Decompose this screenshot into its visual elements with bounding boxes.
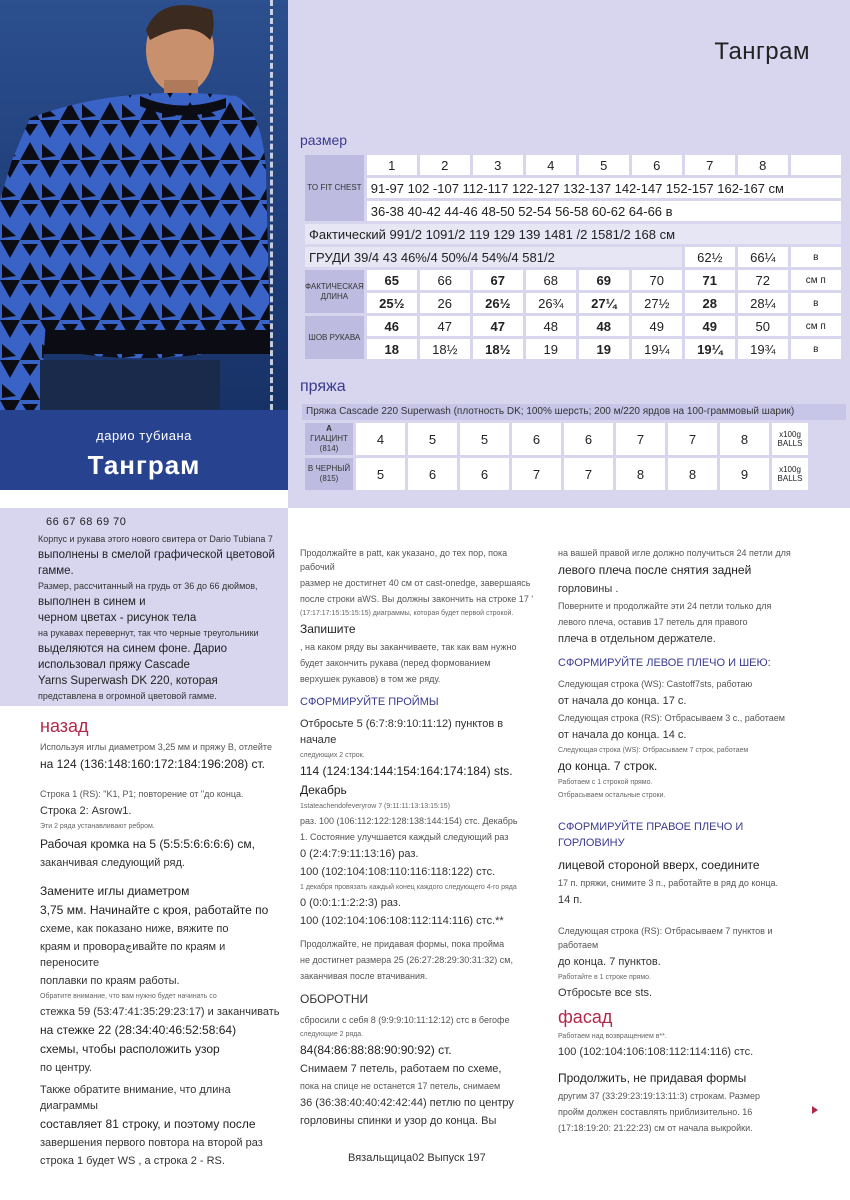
sleeve-in-2: 18½ bbox=[420, 339, 470, 359]
yarn-a-6: 7 bbox=[616, 423, 665, 455]
text-line: следующие 2 ряда. bbox=[300, 1031, 364, 1038]
sleeve-cm-5: 48 bbox=[579, 316, 629, 336]
yarn-b-2: 6 bbox=[408, 458, 457, 490]
text-line: Отбрасываем остальные строки. bbox=[558, 792, 666, 799]
text-line: 3,75 мм. Начинайте с кроя, работайте по bbox=[40, 903, 269, 917]
sleeve-cm-unit: см п bbox=[791, 316, 841, 336]
text-line: 100 (102:104:106:108:112:114:116) стс.** bbox=[300, 915, 504, 927]
yarn-row-b bbox=[305, 458, 808, 490]
length-cm-3: 67 bbox=[473, 270, 523, 290]
size-heading: размер bbox=[300, 132, 348, 148]
text-line: Строка 2: Asrow1. bbox=[40, 805, 132, 817]
column-shoulders bbox=[558, 546, 798, 1137]
text-line: Следующая строка (RS): Отбрасываем 7 пунктов и работаем bbox=[558, 926, 773, 950]
text-line: пройм должен составлять приблизительно. 16 bbox=[558, 1107, 753, 1117]
size-5: 5 bbox=[579, 155, 629, 175]
length-in-2: 26 bbox=[420, 293, 470, 313]
text-line: Продолжайте, не придавая формы, пока пройма bbox=[300, 939, 505, 949]
text-line: (17:18:19:20: 21:22:23) см от начала выкройки. bbox=[558, 1123, 753, 1133]
intro-line: выполнены в смелой графической цветовой гамме. bbox=[38, 549, 275, 577]
actual-in-7: 62½ bbox=[685, 247, 735, 267]
text-line: от начала до конца. 17 с. bbox=[558, 695, 687, 707]
yarn-b-3: 6 bbox=[460, 458, 509, 490]
text-line: заканчивая после втачивания. bbox=[300, 971, 428, 981]
text-line: не достигнет размера 25 (26:27:28:29:30:31:32) см, bbox=[300, 955, 513, 965]
text-line: на 124 (136:148:160:172:184:196:208) ст. bbox=[40, 757, 265, 771]
text-line: верхушек рукавов) в том же ряду. bbox=[300, 674, 441, 684]
yarn-row-a bbox=[305, 423, 808, 455]
designer-name: дарио тубиана bbox=[96, 428, 192, 443]
text-line: левого плеча после снятия задней bbox=[558, 563, 752, 577]
to-fit-chest-label: TO FIT CHEST bbox=[305, 155, 364, 221]
text-line: горловины спинки и узор до конца. Вы bbox=[300, 1115, 497, 1127]
text-line: Следующая строка (RS): Отбрасываем 3 с., работаем bbox=[558, 713, 785, 723]
length-label: ФАКТИЧЕСКАЯ ДЛИНА bbox=[305, 270, 364, 313]
text-line: пока на спице не останется 17 петель, снимаем bbox=[300, 1081, 501, 1091]
text-line: на вашей правой игле должно получиться 24 петли для bbox=[558, 548, 791, 558]
chest-in-row bbox=[305, 201, 841, 221]
intro-line: Корпус и рукава этого нового свитера от Dario Tubiana 7 bbox=[38, 534, 273, 544]
text-line: 1stateachendofeveryrow 7 (9:11:11:13:13:15:15) bbox=[300, 803, 450, 810]
text-line: 0 (2:4:7:9:11:13:16) раз. bbox=[300, 848, 419, 860]
length-cm-8: 72 bbox=[738, 270, 788, 290]
sleeve-cm-2: 47 bbox=[420, 316, 470, 336]
actual-chest-in: ГРУДИ 39/4 43 46%/4 50%/4 54%/4 581/2 bbox=[305, 247, 682, 267]
sleeve-cm-3: 47 bbox=[473, 316, 523, 336]
text-line: размер не достигнет 40 см от cast-onedge, завершаясь bbox=[300, 578, 531, 588]
text-line: Отбросьте все sts. bbox=[558, 987, 653, 999]
text-line: Используя иглы диаметром 3,25 мм и пряжу B, отлейте bbox=[40, 742, 272, 752]
sleeve-in-1: 18 bbox=[367, 339, 417, 359]
back-heading: назад bbox=[40, 716, 89, 736]
length-cm-row bbox=[305, 270, 841, 290]
intro-line: Размер, рассчитанный на грудь от 36 до 66 дюймов, bbox=[38, 581, 258, 591]
sweater-illustration bbox=[0, 0, 288, 410]
text-line: Работаем с 1 строкой прямо. bbox=[558, 779, 653, 786]
length-cm-6: 70 bbox=[632, 270, 682, 290]
length-in-1: 25½ bbox=[367, 293, 417, 313]
intro-line: на рукавах перевернут, так что черные треугольники bbox=[38, 628, 259, 638]
yarn-a-1: 4 bbox=[356, 423, 405, 455]
text-line: Работаем над возвращением в**. bbox=[558, 1033, 667, 1040]
yarn-note: Пряжа Cascade 220 Superwash (плотность DK; 100% шерсть; 200 м/220 ярдов на 100-граммовый шарик) bbox=[302, 404, 846, 420]
actual-in-unit: в bbox=[791, 247, 841, 267]
shoulders-heading: ОБОРОТНИ bbox=[300, 992, 369, 1006]
text-line: схемы, чтобы расположить узор bbox=[40, 1042, 220, 1056]
yarn-a-3: 5 bbox=[460, 423, 509, 455]
text-line: на стежке 22 (28:34:40:46:52:58:64) bbox=[40, 1023, 237, 1037]
text-line: 1. Состояние улучшается каждый следующий раз bbox=[300, 832, 509, 842]
yarn-heading: пряжа bbox=[300, 378, 346, 395]
actual-in-row bbox=[305, 247, 841, 267]
text-line: схеме, как показано ниже, вяжите по bbox=[40, 923, 229, 935]
actual-in-8: 66¼ bbox=[738, 247, 788, 267]
text-line: Следующая строка (WS): Castoff7sts, работаю bbox=[558, 679, 753, 689]
length-in-5: 27¼ bbox=[579, 293, 629, 313]
text-line: Эти 2 ряда устанавливают ребром. bbox=[40, 823, 155, 830]
yarn-b-4: 7 bbox=[512, 458, 561, 490]
text-line: , на каком ряду вы заканчиваете, так как вам нужно bbox=[300, 642, 517, 652]
sleeve-cm-6: 49 bbox=[632, 316, 682, 336]
size-empty bbox=[791, 155, 841, 175]
text-line: краям и провораچивайте по краям и переносите bbox=[40, 941, 226, 969]
text-line: поплавки по краям работы. bbox=[40, 975, 180, 987]
spec-panel bbox=[288, 0, 850, 508]
text-line: Также обратите внимание, что длина диаграммы bbox=[40, 1084, 231, 1112]
text-line: Запишите bbox=[300, 622, 356, 636]
yarn-table bbox=[302, 420, 811, 493]
text-line: левого плеча, оставив 17 петель для правого bbox=[558, 617, 748, 627]
intro-line: выполнен в синем и bbox=[38, 596, 146, 608]
text-line: Обратите внимание, что вам нужно будет начинать со bbox=[40, 993, 217, 1000]
text-line: по центру. bbox=[40, 1062, 92, 1074]
yarn-a-4: 6 bbox=[512, 423, 561, 455]
length-in-6: 27½ bbox=[632, 293, 682, 313]
size-table bbox=[302, 152, 844, 362]
text-line: 36 (36:38:40:40:42:42:44) петлю по центру bbox=[300, 1097, 514, 1109]
front-heading: фасад bbox=[558, 1007, 613, 1027]
yarn-a-5: 6 bbox=[564, 423, 613, 455]
length-cm-5: 69 bbox=[579, 270, 629, 290]
length-in-7: 28 bbox=[685, 293, 735, 313]
text-line: заканчивая следующий ряд. bbox=[40, 857, 185, 869]
intro-sizes: 66 67 68 69 70 bbox=[46, 516, 127, 528]
text-line: Работайте в 1 строке прямо. bbox=[558, 974, 651, 981]
sleeve-in-row bbox=[305, 339, 841, 359]
text-line: 1 декабря провязать каждый конец каждого следующего 4-го ряда bbox=[300, 884, 517, 891]
text-line: от начала до конца. 14 с. bbox=[558, 729, 687, 741]
yarn-b-label: B ЧЕРНЫЙ (815) bbox=[305, 458, 353, 490]
text-line: 114 (124:134:144:154:164:174:184) sts. bbox=[300, 764, 513, 778]
text-line: сбросили с себя 8 (9:9:9:10:11:12:12) стс в бегофе bbox=[300, 1015, 510, 1025]
stitch-border bbox=[270, 0, 288, 410]
text-line: Продолжайте в patt, как указано, до тех пор, пока рабочий bbox=[300, 548, 508, 572]
text-line: Отбросьте 5 (6:7:8:9:10:11:12) пунктов в начале bbox=[300, 718, 504, 746]
length-cm-1: 65 bbox=[367, 270, 417, 290]
actual-chest-cm: Фактический 991/2 1091/2 119 129 139 1481 /2 1581/2 168 см bbox=[305, 224, 841, 244]
model-photo bbox=[0, 0, 288, 410]
text-line: 0 (0:0:1:1:2:2:3) раз. bbox=[300, 897, 401, 909]
size-3: 3 bbox=[473, 155, 523, 175]
left-shoulder-heading: СФОРМИРУЙТЕ ЛЕВОЕ ПЛЕЧО И ШЕЮ: bbox=[558, 657, 771, 669]
text-line: 17 п. пряжи, снимите 3 п., работайте в ряд до конца. bbox=[558, 878, 779, 888]
text-line: составляет 81 строку, и поэтому после bbox=[40, 1117, 256, 1131]
sleeve-cm-row bbox=[305, 316, 841, 336]
yarn-a-8: 8 bbox=[720, 423, 769, 455]
yarn-a-7: 7 bbox=[668, 423, 717, 455]
text-line: раз. 100 (106:112:122:128:138:144:154) стс. Декабрь bbox=[300, 816, 518, 826]
continue-arrow-icon bbox=[812, 1106, 818, 1114]
actual-cm-row bbox=[305, 224, 841, 244]
size-row-numbers bbox=[305, 155, 841, 175]
sleeve-in-7: 19¼ bbox=[685, 339, 735, 359]
size-4: 4 bbox=[526, 155, 576, 175]
length-in-8: 28¼ bbox=[738, 293, 788, 313]
intro-box bbox=[0, 508, 288, 706]
header-logo: Танграм bbox=[714, 38, 810, 65]
text-line: Рабочая кромка на 5 (5:5:5:6:6:6:6) см, bbox=[40, 837, 255, 851]
sleeve-cm-4: 48 bbox=[526, 316, 576, 336]
text-line: до конца. 7 строк. bbox=[558, 759, 658, 773]
size-8: 8 bbox=[738, 155, 788, 175]
text-line: строка 1 будет WS , а строка 2 - RS. bbox=[40, 1155, 225, 1167]
text-line: следующих 2 строк. bbox=[300, 752, 365, 759]
sleeve-in-4: 19 bbox=[526, 339, 576, 359]
brand-logo: Танграм bbox=[87, 450, 201, 480]
sleeve-in-unit: в bbox=[791, 339, 841, 359]
text-line: будет закончить рукава (перед формованием bbox=[300, 658, 491, 668]
intro-line: представлена в огромной цветовой гамме. bbox=[38, 691, 217, 701]
text-line: 100 (102:104:106:108:112:114:116) стс. bbox=[558, 1046, 754, 1058]
text-line: Продолжить, не придавая формы bbox=[558, 1071, 747, 1085]
chest-in: 36-38 40-42 44-46 48-50 52-54 56-58 60-62 64-66 в bbox=[367, 201, 841, 221]
length-in-4: 26¾ bbox=[526, 293, 576, 313]
length-in-unit: в bbox=[791, 293, 841, 313]
column-back bbox=[40, 716, 286, 1171]
sleeve-cm-7: 49 bbox=[685, 316, 735, 336]
text-line: Декабрь bbox=[300, 783, 347, 797]
yarn-b-8: 9 bbox=[720, 458, 769, 490]
size-1: 1 bbox=[367, 155, 417, 175]
intro-line: Yarns Superwash DK 220, которая bbox=[38, 675, 218, 687]
sleeve-label: ШОВ РУКАВА bbox=[305, 316, 364, 359]
text-line: завершения первого повтора на второй раз bbox=[40, 1137, 263, 1149]
yarn-b-1: 5 bbox=[356, 458, 405, 490]
sleeve-cm-8: 50 bbox=[738, 316, 788, 336]
text-line: (17:17:17:15:15:15:15) диаграммы, которая будет первой строкой. bbox=[300, 610, 514, 617]
text-line: до конца. 7 пунктов. bbox=[558, 956, 661, 968]
length-cm-4: 68 bbox=[526, 270, 576, 290]
text-line: Снимаем 7 петель, работаем по схеме, bbox=[300, 1063, 502, 1075]
yarn-a-2: 5 bbox=[408, 423, 457, 455]
length-cm-7: 71 bbox=[685, 270, 735, 290]
yarn-b-7: 8 bbox=[668, 458, 717, 490]
yarn-b-unit: x100g BALLS bbox=[772, 458, 808, 490]
right-shoulder-heading: СФОРМИРУЙТЕ ПРАВОЕ ПЛЕЧО И ГОРЛОВИНУ bbox=[558, 821, 744, 849]
yarn-b-6: 8 bbox=[616, 458, 665, 490]
text-line: лицевой стороной вверх, соедините bbox=[558, 858, 760, 872]
text-line: 100 (102:104:108:110:116:118:122) стс. bbox=[300, 866, 496, 878]
text-line: горловины . bbox=[558, 583, 619, 595]
length-in-row bbox=[305, 293, 841, 313]
intro-line: выделяются на синем фоне. Дарио bbox=[38, 643, 228, 655]
page-footer: Вязальщица02 Выпуск 197 bbox=[348, 1152, 486, 1164]
sleeve-in-6: 19¼ bbox=[632, 339, 682, 359]
sleeve-in-5: 19 bbox=[579, 339, 629, 359]
text-line: плеча в отдельном держателе. bbox=[558, 633, 716, 645]
text-line: 84(84:86:88:88:90:90:92) ст. bbox=[300, 1043, 452, 1057]
yarn-b-5: 7 bbox=[564, 458, 613, 490]
text-line: стежка 59 (53:47:41:35:29:23:17) и заканчивать bbox=[40, 1006, 280, 1018]
yarn-a-unit: x100g BALLS bbox=[772, 423, 808, 455]
text-line: 14 п. bbox=[558, 894, 583, 906]
armhole-heading: СФОРМИРУЙТЕ ПРОЙМЫ bbox=[300, 696, 439, 708]
text-line: Следующая строка (WS): Отбрасываем 7 строк, работаем bbox=[558, 747, 749, 754]
text-line: Замените иглы диаметром bbox=[40, 884, 190, 898]
column-armholes bbox=[300, 546, 540, 1131]
text-line: Повернитe и продолжайте эти 24 петли только для bbox=[558, 601, 772, 611]
text-line: другим 37 (33:29:23:19:13:11:3) строкам. Размер bbox=[558, 1091, 760, 1101]
size-2: 2 bbox=[420, 155, 470, 175]
text-line: Строка 1 (RS): "K1, P1; повторение от "до конца. bbox=[40, 789, 244, 799]
length-in-3: 26½ bbox=[473, 293, 523, 313]
sleeve-in-3: 18½ bbox=[473, 339, 523, 359]
size-6: 6 bbox=[632, 155, 682, 175]
intro-line: использовал пряжу Cascade bbox=[38, 659, 190, 671]
chest-cm: 91-97 102 -107 112-117 122-127 132-137 142-147 152-157 162-167 см bbox=[367, 178, 841, 198]
sleeve-cm-1: 46 bbox=[367, 316, 417, 336]
yarn-a-label: A ГИАЦИНТ (814) bbox=[305, 423, 353, 455]
brand-block bbox=[0, 410, 288, 490]
intro-line: черном цветах - рисунок тела bbox=[38, 612, 197, 624]
chest-cm-row bbox=[305, 178, 841, 198]
text-line: после строки aWS. Вы должны закончить на строке 17 ' bbox=[300, 594, 534, 604]
length-cm-2: 66 bbox=[420, 270, 470, 290]
sleeve-in-8: 19¾ bbox=[738, 339, 788, 359]
size-7: 7 bbox=[685, 155, 735, 175]
length-cm-unit: см п bbox=[791, 270, 841, 290]
